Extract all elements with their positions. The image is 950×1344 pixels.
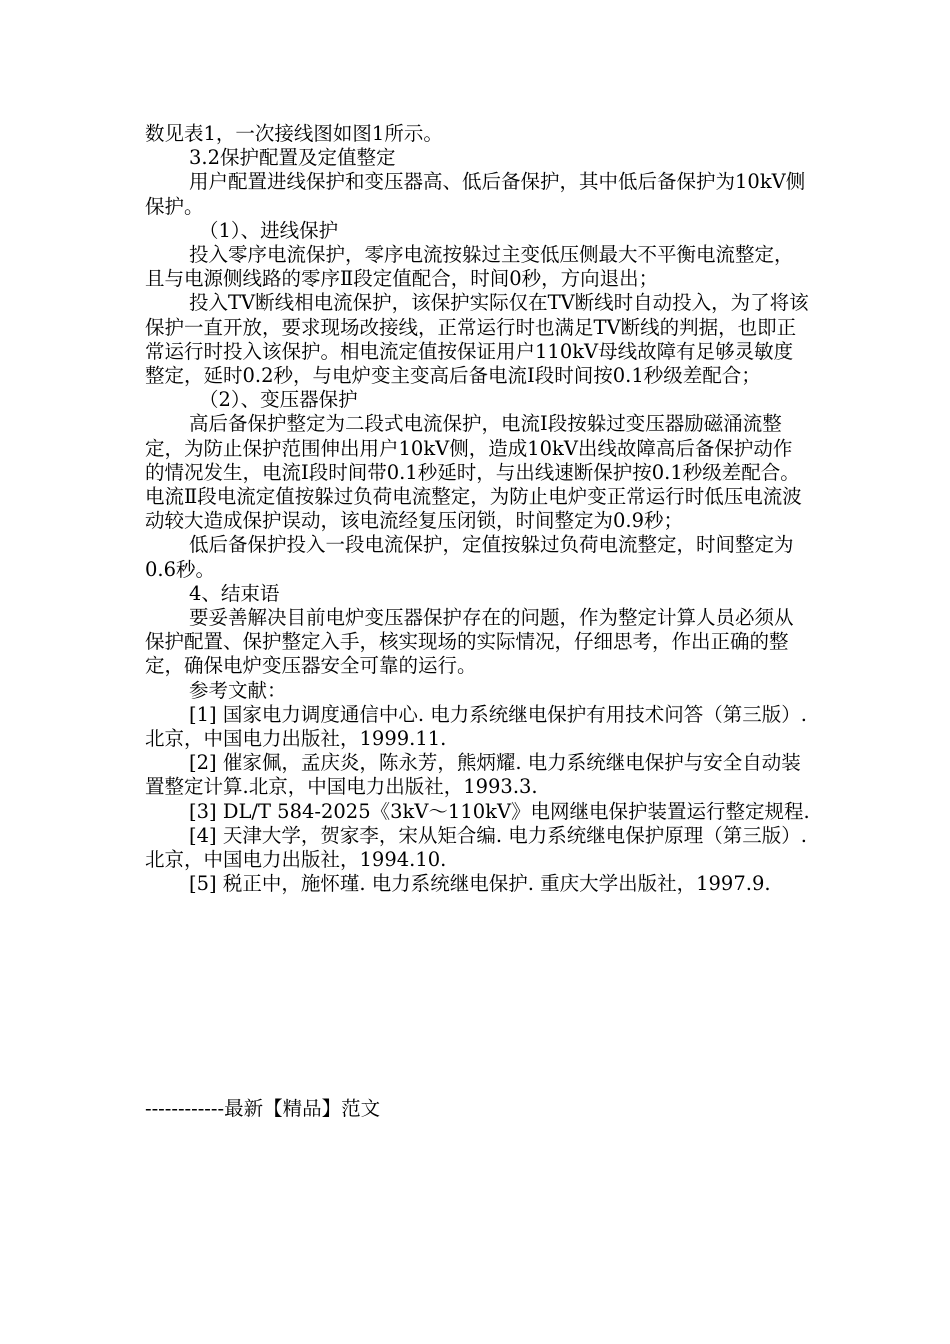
reference-item: [3] DL/T 584-2025《3kV～110kV》电网继电保护装置运行整定规程. (189, 799, 810, 823)
references-heading: 参考文献： (189, 678, 287, 702)
subheading-transformer-protection: （2）、变压器保护 (199, 388, 358, 412)
section-heading-conclusion: 4、结束语 (189, 581, 280, 605)
reference-item: [5] 税正中，施怀瑾. 电力系统继电保护. 重庆大学出版社，1997.9. (189, 872, 771, 896)
reference-item: [2] 催家佩，孟庆炎，陈永芳，熊炳耀. 电力系统继电保护与安全自动装置整定计算.北京，中国电力出版社，1993.3. (145, 751, 801, 799)
paragraph-tv-disconnection: 投入TV断线相电流保护，该保护实际仅在TV断线时自动投入，为了将该保护一直开放，要求现场改接线，正常运行时也满足TV断线的判据，也即正常运行时投入该保护。相电流定值按保证用户110kV母线故障有足够灵敏度整定，延时0.2秒，与电炉变主变高后备电流Ⅰ段时间按0.1秒级差配合； (145, 291, 809, 388)
section-heading-3-2: 3.2保护配置及定值整定 (189, 146, 396, 170)
paragraph-low-backup: 低后备保护投入一段电流保护，定值按躲过负荷电流整定，时间整定为0.6秒。 (145, 533, 794, 581)
page-footer: ------------最新【精品】范文 (145, 1097, 381, 1120)
document-body (145, 122, 810, 897)
reference-item: [4] 天津大学，贺家李，宋从矩合编. 电力系统继电保护原理（第三版）.北京，中国电力出版社，1994.10. (145, 823, 807, 872)
paragraph-high-backup: 高后备保护整定为二段式电流保护，电流Ⅰ段按躲过变压器励磁涌流整定，为防止保护范围伸出用户10kV侧，造成10kV出线故障高后备保护动作的情况发生，电流Ⅰ段时间带0.1秒延时，与出线速断保护按0.1秒级差配合。电流Ⅱ段电流定值按躲过负荷电流整定，为防止电炉变正常运行时低压电流波动较大造成保护误动，该电流经复压闭锁，时间整定为0.9秒； (145, 412, 802, 533)
subheading-incoming-line-protection: （1）、进线保护 (199, 218, 339, 242)
paragraph-zero-sequence: 投入零序电流保护，零序电流按躲过主变低压侧最大不平衡电流整定，且与电源侧线路的零序Ⅱ段定值配合，时间0秒，方向退出； (145, 243, 794, 291)
paragraph-continuation: 数见表1，一次接线图如图1所示。 (145, 122, 443, 145)
paragraph-protection-config: 用户配置进线保护和变压器高、低后备保护，其中低后备保护为10kV侧保护。 (145, 170, 806, 218)
reference-item: [1] 国家电力调度通信中心. 电力系统继电保护有用技术问答（第三版）.北京，中国电力出版社，1999.11. (145, 702, 807, 751)
paragraph-conclusion: 要妥善解决目前电炉变压器保护存在的问题，作为整定计算人员必须从保护配置、保护整定入手，核实现场的实际情况，仔细思考，作出正确的整定，确保电炉变压器安全可靠的运行。 (145, 606, 794, 678)
